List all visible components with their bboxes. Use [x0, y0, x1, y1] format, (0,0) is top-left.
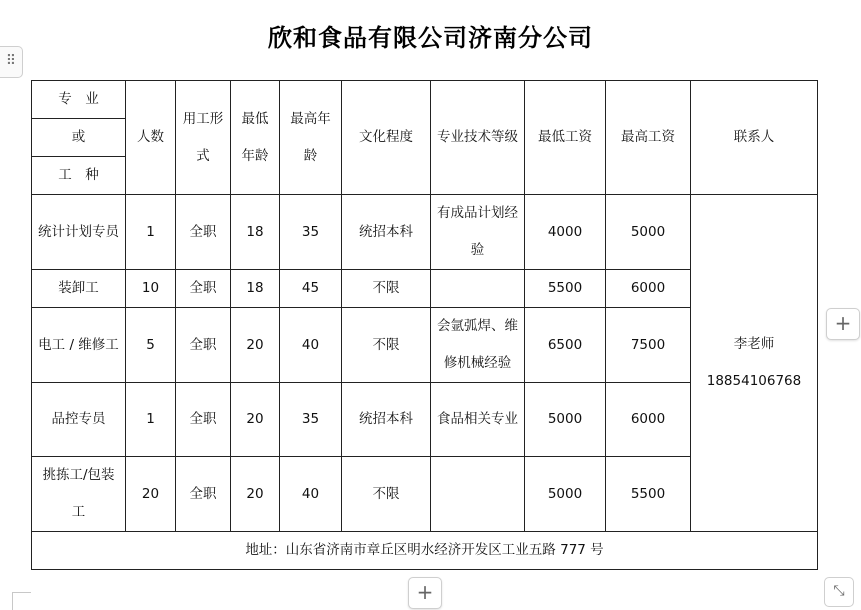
cell-max-age: 40 — [280, 457, 342, 532]
resize-handle-icon[interactable]: ⤡ — [824, 577, 854, 607]
cell-type: 全职 — [176, 308, 231, 383]
cell-count: 20 — [126, 457, 176, 532]
cell-min-age: 20 — [231, 383, 280, 457]
cell-skill: 有成品计划经验 — [431, 195, 525, 270]
cell-education: 不限 — [342, 270, 431, 308]
header-contact: 联系人 — [691, 81, 818, 195]
contact-name: 李老师 — [733, 336, 775, 352]
header-skill: 专业技术等级 — [431, 81, 525, 195]
cell-max-age: 35 — [280, 195, 342, 270]
header-major-line2: 或 — [32, 119, 126, 157]
cell-max-age: 35 — [280, 383, 342, 457]
table-row — [32, 195, 818, 270]
cell-position: 装卸工 — [32, 270, 126, 308]
cell-education: 不限 — [342, 457, 431, 532]
header-employment-type: 用工形式 — [176, 81, 231, 195]
cell-position: 统计计划专员 — [32, 195, 126, 270]
cell-education: 不限 — [342, 308, 431, 383]
cell-education: 统招本科 — [342, 195, 431, 270]
cell-min-age: 18 — [231, 270, 280, 308]
cell-position: 挑拣工/包装工 — [32, 457, 126, 532]
cell-min-salary: 4000 — [525, 195, 606, 270]
cell-max-salary: 5500 — [606, 457, 691, 532]
cell-count: 5 — [126, 308, 176, 383]
cell-count: 1 — [126, 195, 176, 270]
cell-min-salary: 5500 — [525, 270, 606, 308]
address-row — [32, 532, 818, 570]
cell-max-salary: 5000 — [606, 195, 691, 270]
cell-skill — [431, 270, 525, 308]
header-min-salary: 最低工资 — [525, 81, 606, 195]
contact-cell — [691, 195, 818, 532]
cell-min-age: 18 — [231, 195, 280, 270]
document-title: 欣和食品有限公司济南分公司 — [268, 23, 593, 52]
cell-max-age: 40 — [280, 308, 342, 383]
recruitment-table — [31, 80, 818, 570]
cell-max-salary: 6000 — [606, 270, 691, 308]
header-education: 文化程度 — [342, 81, 431, 195]
cell-max-age: 45 — [280, 270, 342, 308]
cell-min-salary: 5000 — [525, 383, 606, 457]
drag-handle-icon[interactable]: ⠿ — [0, 46, 23, 78]
header-max-age: 最高年龄 — [280, 81, 342, 195]
cell-type: 全职 — [176, 383, 231, 457]
cell-skill: 会氩弧焊、维修机械经验 — [431, 308, 525, 383]
address-cell: 地址：山东省济南市章丘区明水经济开发区工业五路 777 号 — [32, 532, 818, 570]
cell-skill — [431, 457, 525, 532]
cell-max-salary: 7500 — [606, 308, 691, 383]
cell-min-salary: 6500 — [525, 308, 606, 383]
cell-max-salary: 6000 — [606, 383, 691, 457]
header-row — [32, 81, 818, 119]
add-row-button[interactable]: + — [408, 577, 442, 609]
header-count: 人数 — [126, 81, 176, 195]
cell-count: 1 — [126, 383, 176, 457]
cell-type: 全职 — [176, 195, 231, 270]
cell-type: 全职 — [176, 270, 231, 308]
cell-skill: 食品相关专业 — [431, 383, 525, 457]
cell-education: 统招本科 — [342, 383, 431, 457]
contact-phone: 18854106768 — [706, 373, 802, 389]
cell-position: 品控专员 — [32, 383, 126, 457]
cell-min-age: 20 — [231, 308, 280, 383]
add-column-button[interactable]: + — [826, 308, 860, 340]
header-max-salary: 最高工资 — [606, 81, 691, 195]
cell-type: 全职 — [176, 457, 231, 532]
page-corner-marker — [12, 592, 31, 610]
cell-count: 10 — [126, 270, 176, 308]
header-major-line3: 工 种 — [32, 157, 126, 195]
cell-position: 电工 / 维修工 — [32, 308, 126, 383]
cell-min-salary: 5000 — [525, 457, 606, 532]
header-major-line1: 专 业 — [32, 81, 126, 119]
header-min-age: 最低年龄 — [231, 81, 280, 195]
cell-min-age: 20 — [231, 457, 280, 532]
